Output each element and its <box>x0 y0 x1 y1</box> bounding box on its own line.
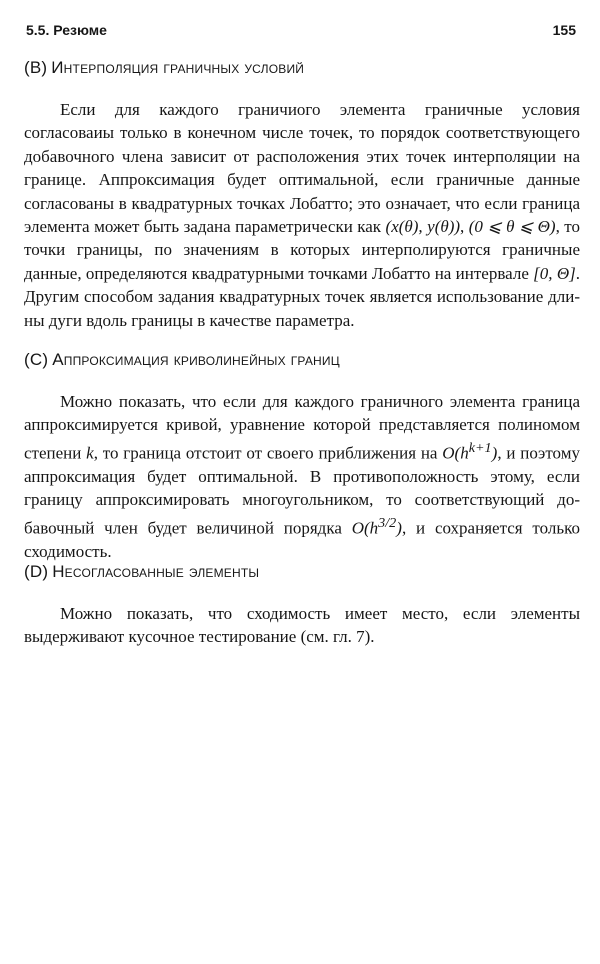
section-d <box>24 562 580 649</box>
text-run: Можно показать, что если для каждого граничного элемента граница аппроксимируется кривой, уравнение которой представляется полиномом степени <box>24 392 580 463</box>
section-paragraph <box>24 98 580 332</box>
section-c <box>24 350 580 563</box>
section-label: (B) <box>24 58 48 77</box>
section-title: Интерполяция граничных условий <box>51 58 305 77</box>
running-header <box>26 22 576 42</box>
math-expression: O(h <box>351 518 379 538</box>
text-run: , и сохраняется только сходимость. <box>24 518 581 561</box>
section-heading <box>24 350 580 370</box>
section-heading <box>24 562 580 582</box>
text-run: Можно показать, что сходимость имеет место, если элементы выдерживают кусочное тестирование (см. гл. 7). <box>24 604 580 647</box>
text-run: , и поэтому аппроксимация будет оптимальной. В противоположность этому, если границу аппроксимировать многоугольником, то соответствующий добавочный член будет величиной порядка <box>24 443 580 538</box>
section-heading <box>24 58 580 78</box>
math-expression: [0, Θ] <box>533 263 576 283</box>
section-paragraph <box>24 602 580 649</box>
math-expression: (x(θ), y(θ)) <box>385 217 461 237</box>
math-expression: O(h <box>442 443 469 463</box>
math-expression: ) <box>491 443 498 463</box>
page-number: 155 <box>552 22 576 38</box>
text-run: , то граница отстоит от своего приближения на <box>93 443 443 463</box>
section-title: Несогласованные элементы <box>52 562 260 581</box>
text-run: , то точки границы, по значениям в которых интерполируются граничные данные, определяются квадратурными точками Лобатто на интервале <box>24 217 580 283</box>
math-expression: (0 ⩽ θ ⩽ Θ) <box>468 217 556 237</box>
math-expression: k+1 <box>468 439 492 456</box>
math-expression: ) <box>396 518 402 538</box>
math-expression: 3/2 <box>378 514 397 531</box>
math-expression: k <box>86 443 94 463</box>
section-b <box>24 58 580 332</box>
section-paragraph <box>24 390 580 563</box>
section-label: (C) <box>24 350 49 369</box>
text-run: Если для каждого граничиого элемента граничные условия согласоваиы только в конечном числе точек, то порядок соответствующего добавочного члена зависит от расположения этих точек интерполяции на границе. Аппроксимация будет оптимальной, если граничные данные согласованы в квадратурных точках Лобатто; это означает, что если граница элемента может быть задана параметрически как <box>24 100 580 237</box>
running-header-section: 5.5. Резюме <box>26 22 107 38</box>
text-run: . Другим способом задания квадратурных точек является использование длины дуги вдоль границы в качестве параметра. <box>24 263 580 330</box>
section-label: (D) <box>24 562 49 581</box>
text-run: , <box>460 217 469 237</box>
section-title: Аппроксимация криволинейных границ <box>52 350 340 369</box>
